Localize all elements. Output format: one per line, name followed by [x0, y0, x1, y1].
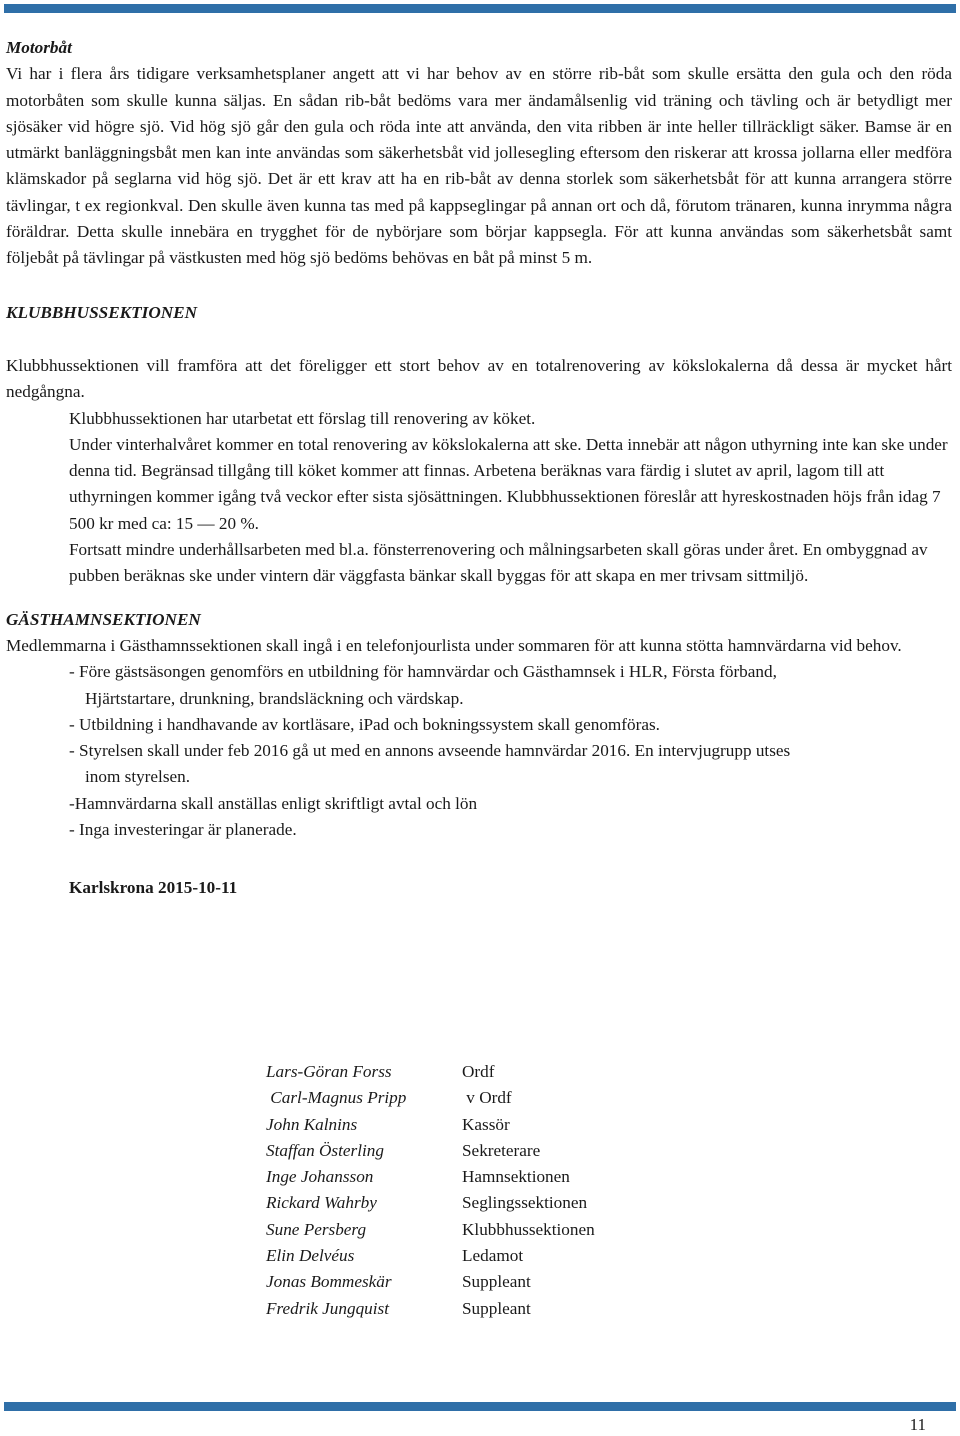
signatory-name: Staffan Österling — [266, 1140, 384, 1160]
signatory-role: Klubbhussektionen — [462, 1219, 595, 1239]
signature-row — [266, 1112, 595, 1138]
list-item-text: -Hamnvärdarna skall anställas enligt skriftligt avtal och lön — [69, 793, 478, 813]
signature-row — [266, 1085, 595, 1111]
signature-list — [266, 1059, 595, 1322]
list-item-continuation: inom styrelsen. — [85, 767, 191, 787]
signature-row — [266, 1217, 595, 1243]
page-number: 11 — [909, 1415, 926, 1434]
gasthamn-list — [6, 659, 952, 843]
klubbhus-intro: Klubbhussektionen vill framföra att det föreligger ett stort behov av en totalrenovering av kökslokalerna då dessa är mycket hårt nedgångna. — [6, 355, 952, 402]
motorbat-body: Vi har i flera års tidigare verksamhetsplaner angett att vi har behov av en större rib-båt som skulle ersätta den gula och den röda motorbåten som skulle kunna säljas. En sådan rib-båt bedöms vara mer ändamålsenlig vid träning och tävling och är betydligt mer sjösäker vid högre sjö. Vid hög sjö går den gula och röda inte att använda, den vita ribben är inte heller tillräckligt säker. Bamse är en utmärkt banläggningsbåt men kan inte användas som säkerhetsbåt vid jollesegling eftersom den riskerar att krossa jollarna eller medföra klämskador på seglarna vid hög sjö. Det är ett krav att ha en rib-båt av denna storlek som säkerhetsbåt för att kunna arrangera större tävlingar, t ex regionkval. Den skulle även kunna tas med på kappseglingar på annan ort och då, förutom tränaren, kunna inrymma några föräldrar. Detta skulle innebära en trygghet för de nybörjare som börjar kappsegla. För att kunna användas som säkerhetsbåt samt följebåt på tävlingar på västkusten med hög sjö bedöms behövas en båt på minst 5 m. — [6, 64, 952, 268]
list-item-text: - Före gästsäsongen genomförs en utbildning för hamnvärdar och Gästhamnsek i HLR, Första förband, — [69, 662, 777, 682]
signatory-role: Hamnsektionen — [462, 1167, 570, 1187]
signatory-role: Suppleant — [462, 1272, 531, 1292]
list-item-text: - Styrelsen skall under feb 2016 gå ut med en annons avseende hamnvärdar 2016. En intervjugrupp utses — [69, 741, 791, 761]
klubbhus-para-1: Klubbhussektionen har utarbetat ett förslag till renovering av köket. — [69, 408, 536, 428]
bottom-rule — [4, 1402, 956, 1411]
list-item — [6, 659, 952, 712]
signatory-role: v Ordf — [462, 1088, 512, 1108]
signature-row — [266, 1243, 595, 1269]
klubbhus-indented — [6, 406, 952, 590]
signatory-role: Sekreterare — [462, 1140, 541, 1160]
signatory-name: Carl-Magnus Pripp — [266, 1088, 407, 1108]
motorbat-heading: Motorbåt — [6, 38, 72, 57]
signatory-role: Ordf — [462, 1062, 495, 1081]
klubbhus-para-3: Fortsatt mindre underhållsarbeten med bl.a. fönsterrenovering och målningsarbeten skall göras under året. En ombyggnad av pubben beräknas ske under vintern där väggfasta bänkar skall byggas för att skapa en mer trivsam sittmiljö. — [69, 540, 928, 586]
signatory-name: Fredrik Jungquist — [266, 1298, 389, 1318]
list-item-text: - Inga investeringar är planerade. — [69, 820, 297, 840]
signature-row — [266, 1059, 595, 1085]
list-item — [6, 791, 952, 817]
signature-row — [266, 1190, 595, 1216]
klubbhus-heading: KLUBBHUSSEKTIONEN — [6, 302, 198, 322]
list-item — [6, 817, 952, 843]
signatory-role: Kassör — [462, 1114, 510, 1134]
place-date: Karlskrona 2015-10-11 — [69, 878, 238, 898]
signatory-name: Sune Persberg — [266, 1219, 367, 1239]
page-content — [6, 35, 952, 902]
top-rule — [4, 4, 956, 13]
signatory-role: Seglingssektionen — [462, 1193, 588, 1213]
gasthamn-heading: GÄSTHAMNSEKTIONEN — [6, 609, 201, 629]
signature-row — [266, 1138, 595, 1164]
signatory-name: Lars-Göran Forss — [266, 1062, 392, 1081]
list-item — [6, 738, 952, 791]
klubbhus-para-2: Under vinterhalvåret kommer en total renovering av kökslokalerna att ske. Detta innebär att någon uthyrning inte kan ske under denna tid. Begränsad tillgång till köket kommer att finnas. Arbetena beräknas vara färdig i slutet av april, lagom till att uthyrningen kommer igång två veckor efter sista sjösättningen. Klubbhussektionen föreslår att hyreskostnaden höjs från idag 7 500 kr med ca: 15 — 20 %. — [69, 434, 948, 533]
list-item-text: - Utbildning i handhavande av kortläsare, iPad och bokningssystem skall genomföras. — [69, 714, 660, 734]
signature-row — [266, 1269, 595, 1295]
signatory-name: Jonas Bommeskär — [266, 1272, 392, 1292]
signatory-name: John Kalnins — [266, 1114, 358, 1134]
signatory-name: Inge Johansson — [266, 1167, 374, 1187]
signatory-role: Ledamot — [462, 1246, 524, 1266]
signatory-name: Elin Delvéus — [266, 1246, 355, 1266]
signatory-role: Suppleant — [462, 1298, 531, 1318]
list-item — [6, 712, 952, 738]
signatory-name: Rickard Wahrby — [266, 1193, 377, 1213]
signature-row — [266, 1164, 595, 1190]
signature-row — [266, 1296, 595, 1322]
gasthamn-intro: Medlemmarna i Gästhamnssektionen skall ingå i en telefonjourlista under sommaren för att kunna stötta hamnvärdarna vid behov. — [6, 635, 902, 655]
list-item-continuation: Hjärtstartare, drunkning, brandsläckning och värdskap. — [85, 688, 464, 708]
